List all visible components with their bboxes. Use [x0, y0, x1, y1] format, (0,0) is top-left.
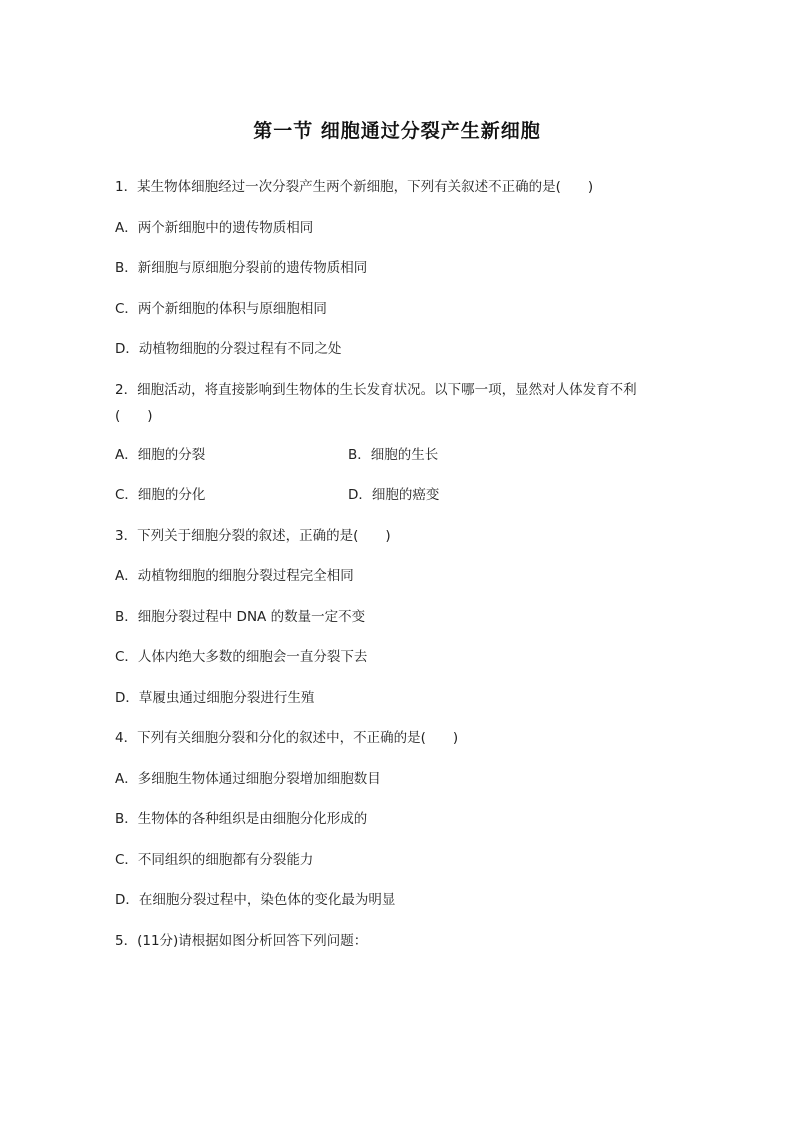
question-2-option-a: A．细胞的分裂 [115, 447, 206, 463]
question-2-option-c: C．细胞的分化 [115, 487, 206, 503]
question-1-option-d: D．动植物细胞的分裂过程有不同之处 [115, 341, 342, 357]
question-3-option-b: B．细胞分裂过程中 DNA 的数量一定不变 [115, 609, 366, 625]
question-2-stem-continued: ( ) [115, 408, 153, 424]
question-1-option-c: C．两个新细胞的体积与原细胞相同 [115, 301, 327, 317]
page-title: 第一节 细胞通过分裂产生新细胞 [253, 120, 541, 142]
question-2-stem: 2．细胞活动，将直接影响到生物体的生长发育状况。以下哪一项，显然对人体发育不利 [115, 382, 637, 398]
question-1-stem: 1．某生物体细胞经过一次分裂产生两个新细胞，下列有关叙述不正确的是( ) [115, 179, 594, 195]
question-4-option-d: D．在细胞分裂过程中，染色体的变化最为明显 [115, 892, 396, 908]
question-3-option-d: D．草履虫通过细胞分裂进行生殖 [115, 690, 315, 706]
question-3-stem: 3．下列关于细胞分裂的叙述，正确的是( ) [115, 528, 391, 544]
question-3-option-a: A．动植物细胞的细胞分裂过程完全相同 [115, 568, 354, 584]
question-4-option-a: A．多细胞生物体通过细胞分裂增加细胞数目 [115, 771, 381, 787]
question-4-stem: 4．下列有关细胞分裂和分化的叙述中，不正确的是( ) [115, 730, 459, 746]
question-2-option-d: D．细胞的癌变 [348, 487, 440, 503]
question-3-option-c: C．人体内绝大多数的细胞会一直分裂下去 [115, 649, 368, 665]
question-1-option-a: A．两个新细胞中的遗传物质相同 [115, 220, 314, 236]
question-5-stem: 5．(11分)请根据如图分析回答下列问题： [115, 933, 368, 949]
question-4-option-b: B．生物体的各种组织是由细胞分化形成的 [115, 811, 368, 827]
question-2-option-b: B．细胞的生长 [348, 447, 439, 463]
question-4-option-c: C．不同组织的细胞都有分裂能力 [115, 852, 314, 868]
question-1-option-b: B．新细胞与原细胞分裂前的遗传物质相同 [115, 260, 368, 276]
